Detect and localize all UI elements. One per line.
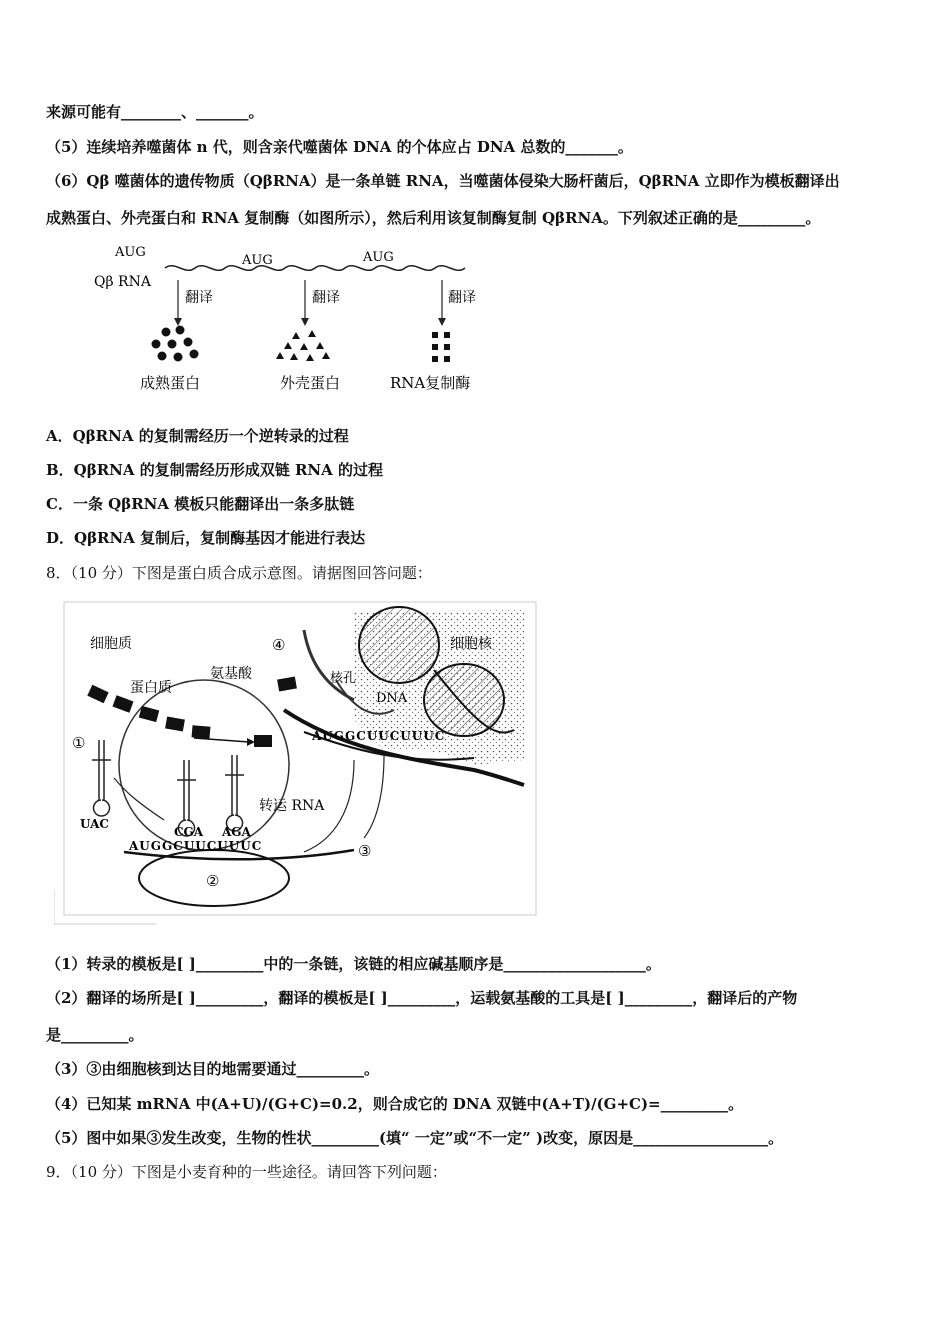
pore-label: 核孔: [330, 671, 357, 686]
codon-label: AUG: [115, 245, 146, 260]
codon-label: AUG: [363, 250, 394, 265]
cytoplasm-label: 细胞质: [90, 636, 132, 652]
replicase-squares: [432, 332, 450, 362]
question-8-1: （1）转录的模板是[ ]_________中的一条链，该链的相应碱基顺序是___________________。: [46, 955, 661, 973]
question-8-2: （2）翻译的场所是[ ]_________，翻译的模板是[ ]_________，运载氨基酸的工具是[ ]_________，翻译后的产物: [46, 989, 798, 1007]
anticodon-1: UAC: [80, 817, 109, 831]
question-7-5: （5）连续培养噬菌体 n 代，则含亲代噬菌体 DNA 的个体应占 DNA 总数的_______。: [46, 138, 633, 156]
qbeta-rna-label: Qβ RNA: [94, 274, 151, 290]
translation-label: 翻译: [448, 290, 476, 306]
option-a: A．QβRNA 的复制需经历一个逆转录的过程: [46, 427, 349, 445]
arrow-head: [438, 318, 446, 326]
mrna-top-sequence: AUGGCUUCUUUC: [312, 729, 446, 743]
rna-strand: [165, 266, 465, 271]
arrow-head: [174, 318, 182, 326]
question-8-3: （3）③由细胞核到达目的地需要通过_________。: [46, 1060, 379, 1078]
mark-3: ③: [358, 842, 372, 860]
arrow-head: [301, 318, 309, 326]
option-c: C．一条 QβRNA 模板只能翻译出一条多肽链: [46, 495, 355, 513]
protein-label: 蛋白质: [130, 680, 172, 696]
translation-label: 翻译: [185, 290, 213, 306]
protein-synthesis-figure: [54, 600, 538, 925]
codon-label: AUG: [242, 253, 273, 268]
mature-protein-label: 成熟蛋白: [140, 374, 201, 392]
coat-protein-label: 外壳蛋白: [280, 374, 341, 392]
dna-loop: [424, 664, 504, 736]
option-b: B．QβRNA 的复制需经历形成双链 RNA 的过程: [46, 461, 384, 479]
coat-protein-triangles: [276, 330, 330, 361]
dna-loop: [359, 607, 439, 683]
mark-4: ④: [272, 636, 286, 654]
amino-acid-label: 氨基酸: [210, 666, 252, 682]
option-d: D．QβRNA 复制后，复制酶基因才能进行表达: [46, 529, 366, 547]
question-7-6: （6）Qβ 噬菌体的遗传物质（QβRNA）是一条单链 RNA，当噬菌体侵染大肠杆菌后，QβRNA 立即作为模板翻译出: [46, 172, 840, 190]
question-8-5: （5）图中如果③发生改变，生物的性状_________(填“ 一定”或“不一定” )改变，原因是__________________。: [46, 1129, 784, 1147]
replicase-label: RNA复制酶: [390, 374, 471, 392]
qbeta-translation-figure: [90, 240, 520, 405]
question-9-title: 9．（10 分）下图是小麦育种的一些途径。请回答下列问题：: [46, 1163, 447, 1181]
trna-label: 转运 RNA: [259, 798, 325, 814]
anticodon-3: AGA: [222, 825, 251, 839]
anticodon-2: CGA: [174, 825, 204, 839]
question-8-2-cont: 是_________。: [46, 1026, 144, 1044]
text-line: 来源可能有________、_______。: [46, 103, 264, 121]
mrna-bottom-sequence: AUGGCUUCUUUC: [129, 839, 263, 853]
mark-1: ①: [72, 734, 86, 752]
question-8-title: 8．（10 分）下图是蛋白质合成示意图。请据图回答问题：: [46, 564, 432, 582]
mature-protein-dots: [152, 326, 199, 362]
nucleus-label: 细胞核: [450, 636, 492, 652]
translation-label: 翻译: [312, 290, 340, 306]
question-7-6-cont: 成熟蛋白、外壳蛋白和 RNA 复制酶（如图所示），然后利用该复制酶复制 QβRNA。下列叙述正确的是_________。: [46, 209, 821, 227]
mark-2: ②: [206, 872, 220, 890]
dna-label: DNA: [376, 691, 408, 706]
question-8-4: （4）已知某 mRNA 中(A+U)/(G+C)=0.2，则合成它的 DNA 双链中(A+T)/(G+C)=_________。: [46, 1095, 744, 1113]
